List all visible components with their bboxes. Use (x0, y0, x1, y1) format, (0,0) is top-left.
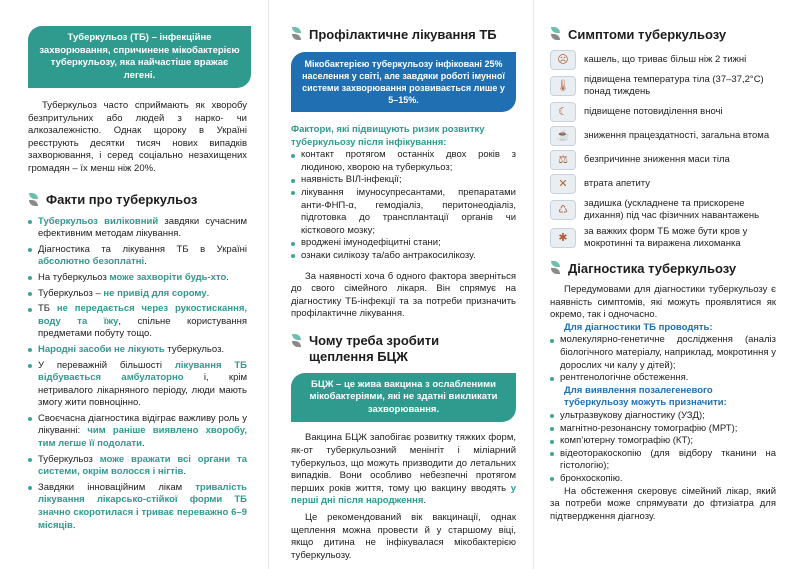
fact-text: , спільне користування предметами побуту тощо. (38, 315, 248, 340)
bcg-paragraph-1 (291, 432, 516, 508)
diagnostic-item: ультразвукову діагностику (УЗД); (550, 410, 776, 423)
shortness-breath-icon: ♺ (550, 200, 576, 220)
appetite-loss-icon: ✕ (550, 174, 576, 194)
symptom-text: кашель, що триває більш ніж 2 тижні (584, 54, 747, 65)
infection-stat-banner: Мікобактерією туберкульозу інфіковані 25% населення у світі, але завдяки роботі імунної системи захворювання розвивається лише у 5–15%. (291, 52, 516, 112)
fact-highlight: може захворіти будь-хто (109, 271, 227, 283)
symptom-text: за важких форм ТБ може бути кров у мокротинні та виражена лихоманка (584, 226, 748, 249)
fact-highlight: Народні засоби не лікують (38, 343, 165, 355)
fact-text: туберкульоз. (164, 343, 225, 355)
fact-highlight: чим раніше виявлено хворобу, тим легше її подолати (38, 425, 247, 450)
leaf-icon (291, 333, 303, 349)
diagnostic-item: комп’ютерну томографію (КТ); (550, 435, 776, 448)
fact-text: Завдяки інноваційним лікам (38, 481, 196, 493)
facts-heading (28, 192, 247, 208)
intro-paragraph: Туберкульоз часто сприймають як хворобу безпритульних або людей з нарко- чи алкозалежністю. Однак щороку в Україні реєструють десятки тисяч нових випадків захворювання, і серед соціально незахищених громадян – їх менш ніж 20%. (28, 100, 247, 174)
symptom-item (550, 226, 776, 250)
symptom-item (550, 50, 776, 70)
symptom-text: втрата апетиту (584, 178, 650, 189)
diagnostics-list-1 (550, 334, 776, 384)
leaf-icon (28, 192, 40, 208)
diagnostics-subtitle-1: Для діагностики ТБ проводять: (564, 321, 713, 333)
fact-text: На туберкульоз (38, 271, 110, 283)
fact-item (28, 344, 247, 357)
risk-factors-title: Фактори, які підвищують ризик розвитку туберкульозу після інфікування: (291, 124, 485, 148)
leaf-icon (550, 26, 562, 42)
symptom-item (550, 198, 776, 222)
fact-item (28, 454, 247, 479)
bcg-paragraph-2: Це рекомендований вік вакцинації, однак щеплення можна провести й у старшому віці, якщо дитина не інфікувалася мікобактерією туберкульозу. (291, 511, 516, 561)
diagnostics-subtitle-2: Для виявлення позалегеневого туберкульозу можуть призначити: (564, 384, 727, 409)
fact-text: і, крім нетривалого лікарняного періоду, люди мають змогу жити повноцінно. (38, 372, 247, 409)
fact-text: . (72, 519, 76, 531)
facts-list (28, 216, 247, 533)
fact-item (28, 413, 247, 451)
diagnostic-item: відеоторакоскопію (для відбору тканини на гістологію); (550, 448, 776, 473)
blood-cough-icon: ✱ (550, 228, 576, 248)
risk-item: вроджені імунодефіцитні стани; (291, 237, 516, 250)
symptom-text: підвищена температура тіла (37–37,2°С) понад тиждень (584, 74, 764, 97)
fact-text: У переважній більшості (38, 359, 175, 371)
diagnostics-outro: На обстеження скеровує сімейний лікар, який за потреби може спрямувати до фтизіатра для підтвердження діагнозу. (550, 485, 776, 522)
fact-text: . (144, 256, 147, 268)
symptom-item (550, 150, 776, 170)
fact-text: . (141, 438, 145, 450)
symptoms-list (550, 50, 776, 250)
risk-note: За наявності хоча б одного фактора зверніться до свого сімейного лікаря. Він спрямує на діагностику ТБ-інфекції та за потреби призначить профілактичне лікування. (291, 270, 516, 320)
risk-item: лікування імуносупресантами, препаратами анти-ФНП-α, гемодіаліз, перитонеодіаліз, підготовка до трансплантації органів чи кісткового мозку; (291, 187, 516, 237)
cough-icon: ☹ (550, 50, 576, 70)
diagnostics-list-2 (550, 410, 776, 486)
fact-text: . (206, 287, 210, 299)
leaf-icon (291, 26, 303, 42)
symptom-item (550, 174, 776, 194)
symptom-text: підвищене потовиділення вночі (584, 106, 723, 117)
symptom-item (550, 102, 776, 122)
diagnostics-intro: Передумовами для діагностики туберкульозу є наявність симптомів, які можуть проявлятися як окремо, так і одночасно. (550, 284, 776, 321)
symptom-text: задишка (ускладнене та прискорене дихання) під час фізичних навантажень (584, 198, 760, 221)
risk-item: контакт протягом останніх двох років з людиною, хворою на туберкульоз; (291, 149, 516, 174)
column-divider (268, 0, 269, 569)
tb-definition-banner: Туберкульоз (ТБ) – інфекційне захворювання, спричинене мікобактерією туберкульозу, яка найчастіше вражає легені. (28, 26, 251, 88)
bcg-banner: БЦЖ – це жива вакцина з ослабленими мікобактеріями, які не здатні викликати захворювання. (291, 373, 516, 423)
symptom-item (550, 74, 776, 98)
fact-text: Своєчасна діагностика відіграє важливу роль у лікуванні: (38, 412, 247, 437)
symptom-item (550, 126, 776, 146)
night-sweat-icon: ☾ (550, 102, 576, 122)
risk-item: ознаки силікозу та/або антракосилікозу. (291, 250, 516, 263)
fact-item (28, 216, 247, 241)
bcg-p1-text: Вакцина БЦЖ запобігає розвитку тяжких форм, як-от туберкульозний менінгіт і міліарний туберкульоз, що можуть призводити до летальних випадків. Вони особливо небезпечні протягом перших років життя, тому цю вакцину вводять (291, 432, 516, 494)
fact-highlight: тривалість лікування лікарсько-стійкої форми ТБ значно скоротилася і триває переважно 6–9 місяців (38, 481, 247, 531)
fact-text: Діагностика та лікування ТБ в Україні (38, 243, 247, 255)
prevention-title: Профілактичне лікування ТБ (309, 26, 497, 42)
symptoms-heading (550, 26, 776, 42)
fact-text: Туберкульоз (38, 453, 100, 465)
fact-text: Туберкульоз – (38, 287, 104, 299)
fact-item (28, 288, 247, 301)
symptom-text: зниження працездатності, загальна втома (584, 130, 770, 141)
fact-highlight: не передається через рукостискання, воду та їжу (38, 303, 247, 327)
bcg-heading (291, 333, 516, 365)
fact-text: ТБ (38, 303, 57, 315)
weight-loss-icon: ⚖ (550, 150, 576, 170)
diagnostics-heading (550, 260, 776, 276)
column-3 (536, 0, 800, 569)
diagnostic-item: молекулярно-генетичне дослідження (аналіз біологічного матеріалу, наприклад, мокротиння у дорослих чи калу у дітей); (550, 334, 776, 372)
facts-title: Факти про туберкульоз (46, 192, 198, 208)
leaf-icon (550, 260, 562, 276)
fact-text: . (226, 271, 229, 283)
fact-text: . (183, 466, 187, 478)
fact-item (28, 272, 247, 285)
diagnostic-item: бронхоскопію. (550, 473, 776, 486)
risk-item: наявність ВІЛ-інфекції; (291, 174, 516, 187)
fact-highlight: абсолютно безоплатні (38, 256, 145, 268)
bcg-p1-end: . (423, 495, 427, 507)
symptoms-title: Симптоми туберкульозу (568, 26, 727, 42)
column-2 (273, 0, 530, 569)
risk-factors-list (291, 149, 516, 262)
fact-item (28, 303, 247, 341)
symptom-text: безпричинне зниження маси тіла (584, 154, 730, 165)
diagnostics-title: Діагностика туберкульозу (568, 260, 737, 276)
fact-text: завдяки сучасним ефективним методам лікування. (38, 215, 247, 240)
bcg-p1-highlight: у перші дні після народження (291, 482, 516, 507)
fatigue-icon: ☕ (550, 126, 576, 146)
fact-highlight: не привід для сорому (103, 287, 207, 299)
fact-highlight: може вражати всі органи та системи, окрім волосся і нігтів (38, 453, 247, 478)
column-divider (533, 0, 534, 569)
column-1 (0, 0, 265, 569)
fact-item (28, 482, 247, 532)
fact-item (28, 244, 247, 269)
fact-item (28, 360, 247, 410)
prevention-heading (291, 26, 516, 42)
diagnostic-item: рентгенологічне обстеження. (550, 372, 776, 385)
fact-highlight: лікування ТБ відбувається амбулаторно (38, 359, 247, 384)
thermometer-icon: 🌡 (550, 76, 576, 96)
fact-highlight: Туберкульоз виліковний (38, 215, 159, 227)
diagnostic-item: магнітно-резонансну томографію (МРТ); (550, 423, 776, 436)
bcg-title: Чому треба зробити щеплення БЦЖ (309, 332, 440, 364)
